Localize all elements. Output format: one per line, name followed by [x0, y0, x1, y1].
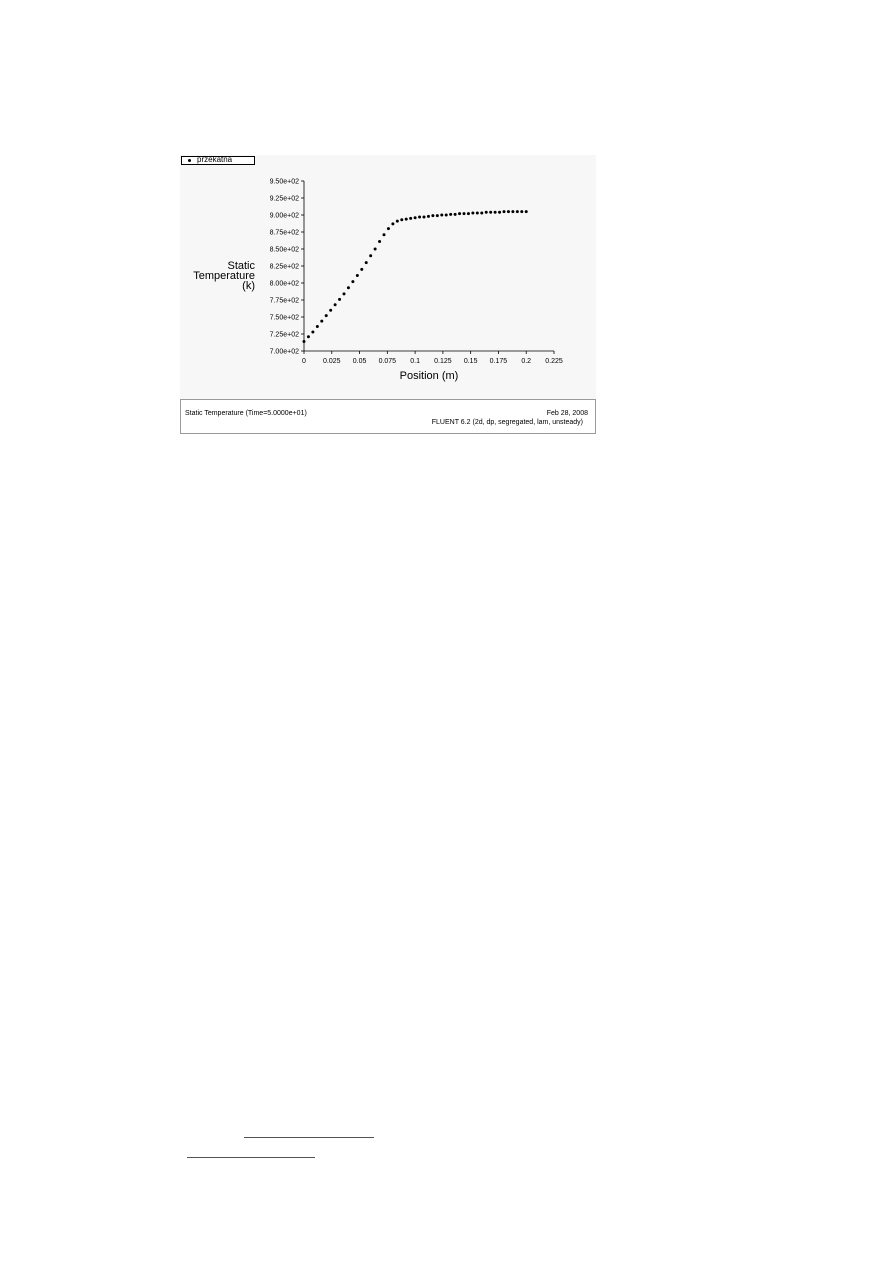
- y-tick-label: 9.25e+02: [269, 195, 299, 203]
- data-point: [351, 280, 354, 283]
- data-point: [516, 210, 519, 213]
- data-point: [365, 261, 368, 264]
- data-point: [507, 210, 510, 213]
- data-point: [494, 211, 497, 214]
- y-tick-label: 9.00e+02: [269, 212, 299, 220]
- data-point: [338, 298, 341, 301]
- y-tick-label: 8.50e+02: [269, 246, 299, 254]
- x-tick-label: 0.075: [378, 358, 397, 365]
- data-point: [458, 212, 461, 215]
- footer-solver-info: FLUENT 6.2 (2d, dp, segregated, lam, unsteady): [431, 419, 583, 426]
- data-point: [307, 335, 310, 338]
- data-point: [414, 216, 417, 219]
- data-point: [374, 248, 377, 251]
- y-tick-label: 7.75e+02: [269, 297, 299, 305]
- data-point: [467, 212, 470, 215]
- x-axis-label: Position (m): [399, 370, 459, 382]
- chart-plot: [180, 155, 596, 399]
- x-tick-label: 0.125: [434, 358, 452, 365]
- data-point: [520, 210, 523, 213]
- data-point: [489, 211, 492, 214]
- legend: [181, 156, 255, 165]
- data-point: [436, 214, 439, 217]
- data-point: [480, 211, 483, 214]
- data-point: [360, 268, 363, 271]
- data-point: [391, 222, 394, 225]
- data-point: [316, 325, 319, 328]
- data-point: [511, 210, 514, 213]
- footer-date: Feb 28, 2008: [546, 410, 588, 417]
- x-tick-label: 0.05: [352, 358, 367, 365]
- data-point: [311, 330, 314, 333]
- data-point: [334, 303, 337, 306]
- data-point: [329, 309, 332, 312]
- data-point: [418, 216, 421, 219]
- data-point: [440, 214, 443, 217]
- data-point: [423, 216, 426, 219]
- data-point: [449, 213, 452, 216]
- y-tick-label: 8.00e+02: [269, 280, 299, 288]
- y-tick-label: 8.75e+02: [269, 229, 299, 237]
- data-point: [400, 218, 403, 221]
- x-tick-label: 0.2: [521, 358, 532, 365]
- data-point: [378, 240, 381, 243]
- data-point: [463, 212, 466, 215]
- footnote-link-underline-1[interactable]: [244, 1137, 374, 1138]
- y-tick-label: 7.50e+02: [269, 314, 299, 322]
- data-point: [427, 215, 430, 218]
- data-point: [303, 340, 306, 343]
- data-point: [445, 214, 448, 217]
- x-tick-label: 0.15: [463, 358, 478, 365]
- y-tick-label: 8.25e+02: [269, 263, 299, 271]
- data-point: [343, 292, 346, 295]
- legend-marker: [188, 159, 191, 162]
- legend-label: przekatna: [197, 156, 233, 164]
- data-point: [471, 211, 474, 214]
- data-point: [387, 227, 390, 230]
- data-point: [405, 218, 408, 221]
- x-tick-label: 0.175: [489, 358, 508, 365]
- data-point: [383, 233, 386, 236]
- y-tick-label: 7.00e+02: [269, 348, 299, 356]
- x-tick-label: 0.225: [545, 358, 563, 365]
- data-point: [409, 217, 412, 220]
- data-point: [498, 211, 501, 214]
- data-point: [396, 220, 399, 223]
- plot-footer: [180, 399, 596, 434]
- data-point: [503, 210, 506, 213]
- footer-quantity-label: Static Temperature (Time=5.0000e+01): [185, 410, 307, 417]
- data-point: [320, 320, 323, 323]
- data-point: [476, 211, 479, 214]
- y-tick-label: 9.50e+02: [269, 178, 299, 186]
- data-point: [347, 286, 350, 289]
- x-tick-label: 0.1: [410, 358, 420, 365]
- footnote-link-underline-2[interactable]: [187, 1157, 315, 1158]
- data-point: [485, 211, 488, 214]
- data-point: [325, 314, 328, 317]
- data-point: [369, 254, 372, 257]
- data-point: [525, 210, 528, 213]
- x-tick-label: 0.025: [323, 358, 341, 365]
- y-tick-label: 7.25e+02: [269, 331, 299, 339]
- x-tick-label: 0: [302, 358, 306, 365]
- chart-figure: [180, 155, 596, 434]
- y-axis-label-line-3: (k): [242, 280, 255, 292]
- data-point: [356, 274, 359, 277]
- y-axis-label-line-1: Static: [227, 260, 255, 272]
- y-axis-label-line-2: Temperature: [193, 270, 255, 282]
- data-point: [454, 213, 457, 216]
- data-point: [431, 214, 434, 217]
